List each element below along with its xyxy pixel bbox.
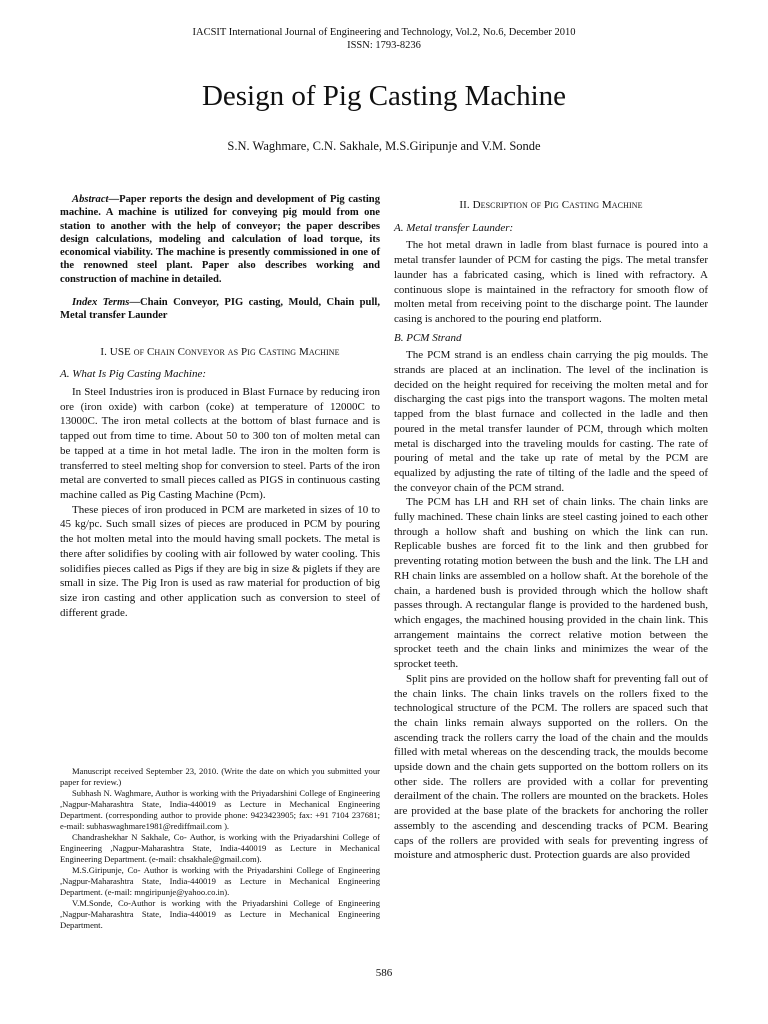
footnote-author-3: M.S.Giripunje, Co- Author is working with the Priyadarshini College of Engineering ,Nagpur-Maharashtra State, India-440019 as Lecture in Mechanical Engineering Department. (e-mail: mngiripunje@yahoo.co.in). xyxy=(60,865,380,897)
section-title-2: Description of Pig Casting Machine xyxy=(472,199,643,211)
issn: ISSN: 1793-8236 xyxy=(347,40,421,51)
abstract-label: Abstract xyxy=(72,194,109,205)
footnote-author-4: V.M.Sonde, Co-Author is working with the Priyadarshini College of Engineering ,Nagpur-Maharashtra State, India-440019 as Lecture in Mechanical Engineering Department. xyxy=(60,898,380,930)
paragraph: In Steel Industries iron is produced in Blast Furnace by reducing iron ore (iron oxide) with carbon (coke) at temperature of 12000C to 13000C. The iron metal collects at the bottom of blast furnace and is tapped out from time to time. About 50 to 300 ton of molten metal can be tapped at a time in hot metal ladle. The iron in the molten form is transferred to steel melting shop for conversion to steel. Parts of the iron metal are converted to small pieces called as PIGS in continuous casting machine called as Pig Casting Machine (Pcm). xyxy=(60,386,380,501)
right-column xyxy=(394,198,708,863)
section-heading-2 xyxy=(394,198,708,213)
section-number-2: II. xyxy=(459,199,473,211)
paragraph: These pieces of iron produced in PCM are marketed in sizes of 10 to 45 kg/pc. Such small sizes of pieces are produced in PCM by pouring the hot molten metal into the mould having small pockets. The metal is there after solidifies by cooling with air followed by water cooling. This solidifies pieces called as Pigs if they are big in size & piglets if they are small in size. The Pig Iron is used as raw material for production of big size iron casting and other application such as conversion to steel of different grade. xyxy=(60,503,380,619)
author-list: S.N. Waghmare, C.N. Sakhale, M.S.Giripunje and V.M. Sonde xyxy=(227,139,541,153)
journal-citation: IACSIT International Journal of Engineering and Technology, Vol.2, No.6, December 2010 xyxy=(192,27,576,38)
abstract xyxy=(60,193,380,286)
footnote-author-2: Chandrashekhar N Sakhale, Co- Author, is working with the Priyadarshini College of Engineering ,Nagpur-Maharashtra State, India-440019 as Lecture in Mechanical Engineering Department. (e-mail: chsakhale@gmail.com). xyxy=(60,832,380,864)
paragraph: The PCM has LH and RH set of chain links. The chain links are fully machined. These chain links are steel casting joined to each other through a hollow shaft and bushing on which the link can run. Replicable bushes are forced fit to the link and then grubbed for preventing rotating motion between the bush and the link. The LH and RH chain links are assembled on a hollow shaft. At the borehole of the chain, a hardened bush is provided through which the hollow shaft passes through. A rectangular flange is provided to the hardened bush, which engages, the machined housing provided in the chain link. This arrangement maintains the correct relative motion between the sprocket teeth and the chain links and minimizes the wear of the sprocket teeth. xyxy=(394,496,708,671)
section-title-1: USE of Chain Conveyor as Pig Casting Machine xyxy=(109,345,340,358)
paragraph: Split pins are provided on the hollow shaft for preventing fall out of the chain links. The chain links travels on the rollers fixed to the technological structure of the PCM. The rollers are spaced such that the chain links remain always supported on the rollers. On the ascending track the rollers carry the load of the chain and the moulds filled with metal whereas on the descending track, the moulds become upside down and the chain gets supported on the bottom rollers on its other side. The rollers are provided with a collar for preventing derailment of the chain. The rollers are mounted on the brackets. Holes are provided at the base plate of the brackets for anchoring the roller assembly to the ascending and descending tracks of PCM. Bearing caps of the rollers are provided with seals for preventing ingress of moisture and atmospheric dust. Protection guards are also provided xyxy=(394,672,708,862)
paper-title: Design of Pig Casting Machine xyxy=(201,80,567,112)
index-terms-label: Index Terms xyxy=(72,297,130,309)
journal-header xyxy=(0,26,768,52)
paragraph: The hot metal drawn in ladle from blast furnace is poured into a metal transfer launder of PCM for casting the pigs. The metal transfer launder has a fabricated casing, which is lined with refractory. A continuous slope is maintained in the refractory for smooth flow of molten metal from receiving point to the discharge point. The launder casing is anchored to the pouring end platform. xyxy=(394,239,708,325)
paragraph: The PCM strand is an endless chain carrying the pig moulds. The strands are placed at an inclination. The level of the inclination is decided on the height required for receiving the molten metal and for discharging the cast pigs into the transport wagons. The molten metal tapped from the blast furnace and collected in the ladle and then poured in the metal transfer launder of PCM, through which molten metal is discharged into the traveling moulds for casting. The rate of pouring of metal and the take up rate of metal by the PCM are equalized by adjusting the rate of tilting of the ladle and the speed of the conveyor chain of the PCM strand. xyxy=(394,349,708,494)
index-terms xyxy=(60,296,380,323)
page-number: 586 xyxy=(375,967,393,979)
left-column xyxy=(60,193,380,620)
footnote-manuscript: Manuscript received September 23, 2010. (Write the date on which you submitted your paper for review.) xyxy=(60,766,380,787)
abstract-text: —Paper reports the design and development of Pig casting machine. A machine is utilized for conveying pig mould from one station to another with the help of conveyor; the paper describes design calculations, modeling and calculation of load torque, its economical viability. The machine is presently commissioned in one of the renowned steel plant. Paper also describes working and construction of machine in detailed. xyxy=(60,194,380,285)
index-terms-text: —Chain Conveyor, PIG casting, Mould, Chain pull, Metal transfer Launder xyxy=(60,297,380,322)
subsection-heading-2a: A. Metal transfer Launder: xyxy=(394,221,514,234)
subsection-heading-1a: A. What Is Pig Casting Machine: xyxy=(60,368,207,381)
footnotes xyxy=(60,766,380,931)
footnote-author-1: Subhash N. Waghmare, Author is working with the Priyadarshini College of Engineering ,Nagpur-Maharashtra State, India-440019 as Lecture in Mechanical Engineering Department. (corresponding author to provide phone: 9423423905; fax: +91 7104 237681; e-mail: subhaswaghmare1981@rediffmail.com ). xyxy=(60,788,380,831)
section-number-1: I. xyxy=(100,345,110,358)
subsection-heading-2b: B. PCM Strand xyxy=(394,331,462,344)
section-heading-1 xyxy=(60,345,380,360)
